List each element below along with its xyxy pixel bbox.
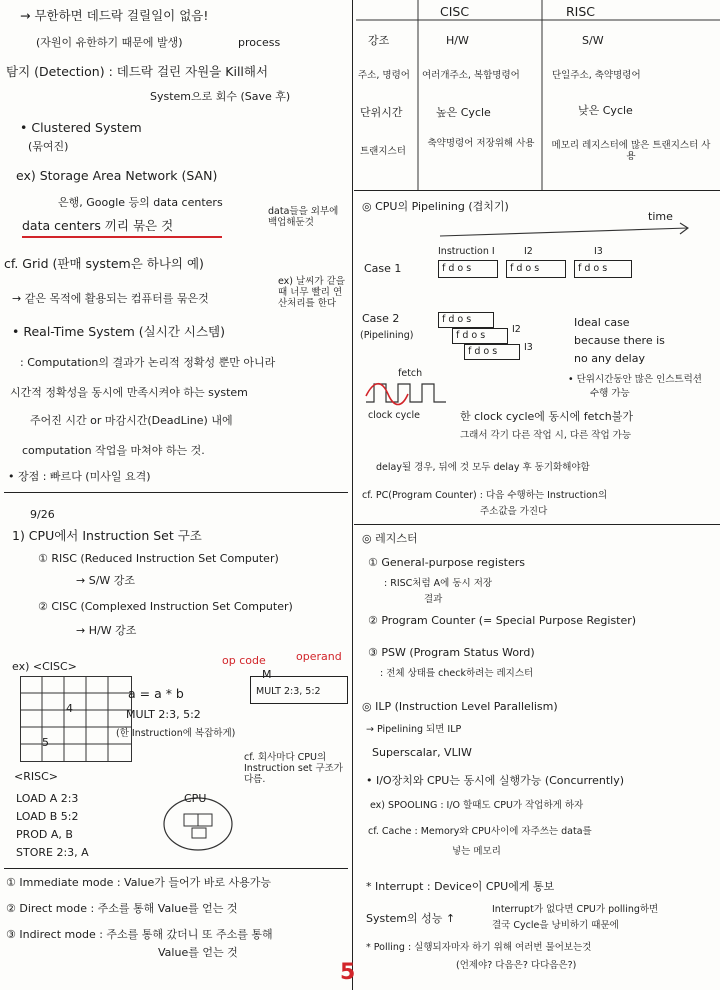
complex-instruction-note: (한 Instruction에 복잡하게) [116,728,236,739]
clustered-system-sub: (묶여진) [28,140,69,153]
page-number: 5 [340,960,356,985]
case-2-label: Case 2 [362,312,400,325]
row-unittime-risc: 낮은 Cycle [578,104,633,117]
case1-i3: I3 [594,246,603,257]
ilp-pipelining: → Pipelining 되면 ILP [366,724,462,735]
case1-stages-3: f d o s [578,263,608,274]
interrupt-note-1: Interrupt가 없다면 CPU가 polling하면 [492,904,659,915]
polling-note: (언제야? 다음은? 다다음은?) [456,960,577,971]
grid-value-4: 4 [66,702,73,715]
grid-value-5: 5 [42,736,49,749]
realtime-desc-4: computation 작업을 마쳐야 하는 것. [22,444,205,457]
section-divider-right [354,190,720,191]
realtime-heading: • Real-Time System (실시간 시스템) [12,324,225,339]
operand-label: operand [296,650,342,663]
ideal-case-4: • 단위시간동안 많은 인스트럭션 [568,374,702,385]
clock-waveform [364,366,454,426]
ilp-superscalar: Superscalar, VLIW [372,746,472,759]
a-eq-a-mul-b: a = a * b [128,686,184,701]
cisc-hw: → H/W 강조 [76,624,137,637]
data-backup-note: data들을 외부에 백업해둔것 [268,206,339,228]
instruction-box-text: MULT 2:3, 5:2 [256,686,321,697]
row-transistor-cisc: 축약명령어 저장위해 사용 [427,138,535,149]
realtime-merit: • 장점 : 빠르다 (미사일 요격) [8,470,151,483]
realtime-desc-2: 시간적 정확성을 동시에 만족시켜야 하는 system [10,386,248,399]
realtime-desc-3: 주어진 시간 or 마감시간(DeadLine) 내에 [30,414,233,427]
pipelining-heading: ◎ CPU의 Pipelining (겹치기) [362,200,509,213]
register-3: ③ PSW (Program Status Word) [368,646,535,659]
cache-note-1: cf. Cache : Memory와 CPU사이에 자주쓰는 data를 [368,826,592,837]
cisc-example-label: ex) <CISC> [12,660,77,673]
instruction-set-heading: 1) CPU에서 Instruction Set 구조 [12,528,202,543]
ideal-case-5: 수행 가능 [590,388,630,399]
risc-line-4: STORE 2:3, A [16,846,89,859]
row-unittime-cisc: 높은 Cycle [436,106,491,119]
detection-line-2: System으로 회수 (Save 후) [150,90,291,103]
case2-stages-2: f d o s [456,330,486,341]
fetch-label: fetch [398,368,423,379]
case2-i2: I2 [512,324,521,335]
case2-i3: I3 [524,342,533,353]
memory-grid [20,676,132,762]
row-emphasis-label: 강조 [368,34,390,47]
risc-line-2: LOAD B 5:2 [16,810,79,823]
ideal-case-1: Ideal case [574,316,630,329]
register-1-result: 결과 [424,594,443,605]
clustered-system-heading: • Clustered System [20,120,142,135]
time-label: time [648,210,673,223]
risc-def: ① RISC (Reduced Instruction Set Computer) [38,552,279,565]
grid-desc: → 같은 목적에 활용되는 컴퓨터를 묶은것 [12,292,209,305]
row-transistor-risc: 메모리 레지스터에 많은 트랜지스터 사용 [551,140,711,162]
row-emphasis-cisc: H/W [446,34,469,47]
clock-note-2: 그래서 각기 다른 작업 시, 다른 작업 가능 [460,430,631,441]
realtime-desc-1: : Computation의 결과가 논리적 정확성 뿐만 아니라 [20,356,276,369]
clock-cycle-label: clock cycle [368,410,420,421]
risc-example-title: <RISC> [14,770,58,783]
delay-note: delay될 경우, 뒤에 것 모두 delay 후 동기화해야함 [376,462,590,473]
m-label: M [262,668,272,681]
mult-instruction: MULT 2:3, 5:2 [126,708,201,721]
cisc-def: ② CISC (Complexed Instruction Set Computer) [38,600,293,613]
ideal-case-2: because there is [574,334,665,347]
red-underline [22,236,222,238]
instruction-i1-label: Instruction I [438,246,495,257]
cpu-instruction-set-note: cf. 회사마다 CPU의 Instruction set 구조가 다름. [244,752,343,785]
section-divider-right-2 [354,524,720,525]
case1-i2: I2 [524,246,533,257]
register-3-desc: : 전체 상태를 check하려는 레지스터 [380,668,534,679]
row-address-cisc: 여러개주소, 복합명령어 [422,70,520,81]
direct-mode: ② Direct mode : 주소를 통해 Value를 얻는 것 [6,902,238,915]
date-label: 9/26 [30,508,55,521]
grid-cf: cf. Grid (판매 system은 하나의 예) [4,256,204,271]
opcode-label: op code [222,654,266,667]
page-center-divider [352,0,353,990]
io-concurrent: • I/O장치와 CPU는 동시에 실행가능 (Concurrently) [366,774,625,787]
register-1-desc: : RISC처럼 A에 동시 저장 [384,578,493,589]
polling-def: * Polling : 실행되자마자 하기 위해 여러번 물어보는것 [366,942,592,953]
cpu-label: CPU [184,792,207,805]
table-header-cisc: CISC [440,4,470,19]
interrupt-note-2: 결국 Cycle을 낭비하기 때문에 [492,920,619,931]
row-unittime-label: 단위시간 [360,106,403,119]
spooling-example: ex) SPOOLING : I/O 할때도 CPU가 작업하게 하자 [370,800,584,811]
case-2-sub: (Pipelining) [360,330,414,341]
indirect-mode: ③ Indirect mode : 주소를 통해 갔더니 또 주소를 통해 [6,928,273,941]
risc-line-3: PROD A, B [16,828,73,841]
clock-note-1: 한 clock cycle에 동시에 fetch불가 [460,410,634,423]
cache-note-2: 넣는 메모리 [452,846,501,857]
ideal-case-3: no any delay [574,352,645,365]
weather-example: ex) 날씨가 같을 때 너무 빨리 연산처리를 한다 [278,276,345,309]
deadlock-note-1: → 무한하면 데드락 걸릴일이 없음! [20,8,209,23]
row-emphasis-risc: S/W [582,34,604,47]
case1-stages-2: f d o s [510,263,540,274]
section-divider-left [4,492,348,493]
row-transistor-label: 트랜지스터 [360,146,406,157]
risc-line-1: LOAD A 2:3 [16,792,79,805]
pc-note-2: 주소값을 가진다 [480,506,548,517]
register-heading: ◎ 레지스터 [362,532,418,545]
section-divider-left-2 [4,868,348,869]
deadlock-note-2: (자원이 유한하기 때문에 발생) [36,36,183,49]
detection-line: 탐지 (Detection) : 데드락 걸린 자원을 Kill해서 [6,64,269,79]
register-2: ② Program Counter (= Special Purpose Register) [368,614,637,627]
ilp-heading: ◎ ILP (Instruction Level Parallelism) [362,700,558,713]
case-1-label: Case 1 [364,262,402,275]
risc-sw: → S/W 강조 [76,574,136,587]
table-header-risc: RISC [566,4,596,19]
row-address-risc: 단일주소, 축약명령어 [552,70,641,81]
process-label: process [238,36,281,49]
interrupt-def: * Interrupt : Device이 CPU에게 통보 [366,880,555,893]
pc-note-1: cf. PC(Program Counter) : 다음 수행하는 Instruction의 [362,490,608,501]
immediate-mode: ① Immediate mode : Value가 들어가 바로 사용가능 [6,876,272,889]
san-example: ex) Storage Area Network (SAN) [16,168,218,183]
row-address-label: 주소, 명령어 [358,70,410,81]
case2-stages-3: f d o s [468,346,498,357]
register-1: ① General-purpose registers [368,556,526,569]
case1-stages-1: f d o s [442,263,472,274]
case2-stages-1: f d o s [442,314,472,325]
data-centers-group: data centers 끼리 묶은 것 [22,218,174,233]
system-performance: System의 성능 ↑ [366,912,456,925]
data-centers-line: 은행, Google 등의 data centers [58,196,223,209]
indirect-mode-2: Value를 얻는 것 [158,946,238,959]
cisc-risc-table [356,0,720,190]
cpu-diagram [162,790,234,852]
